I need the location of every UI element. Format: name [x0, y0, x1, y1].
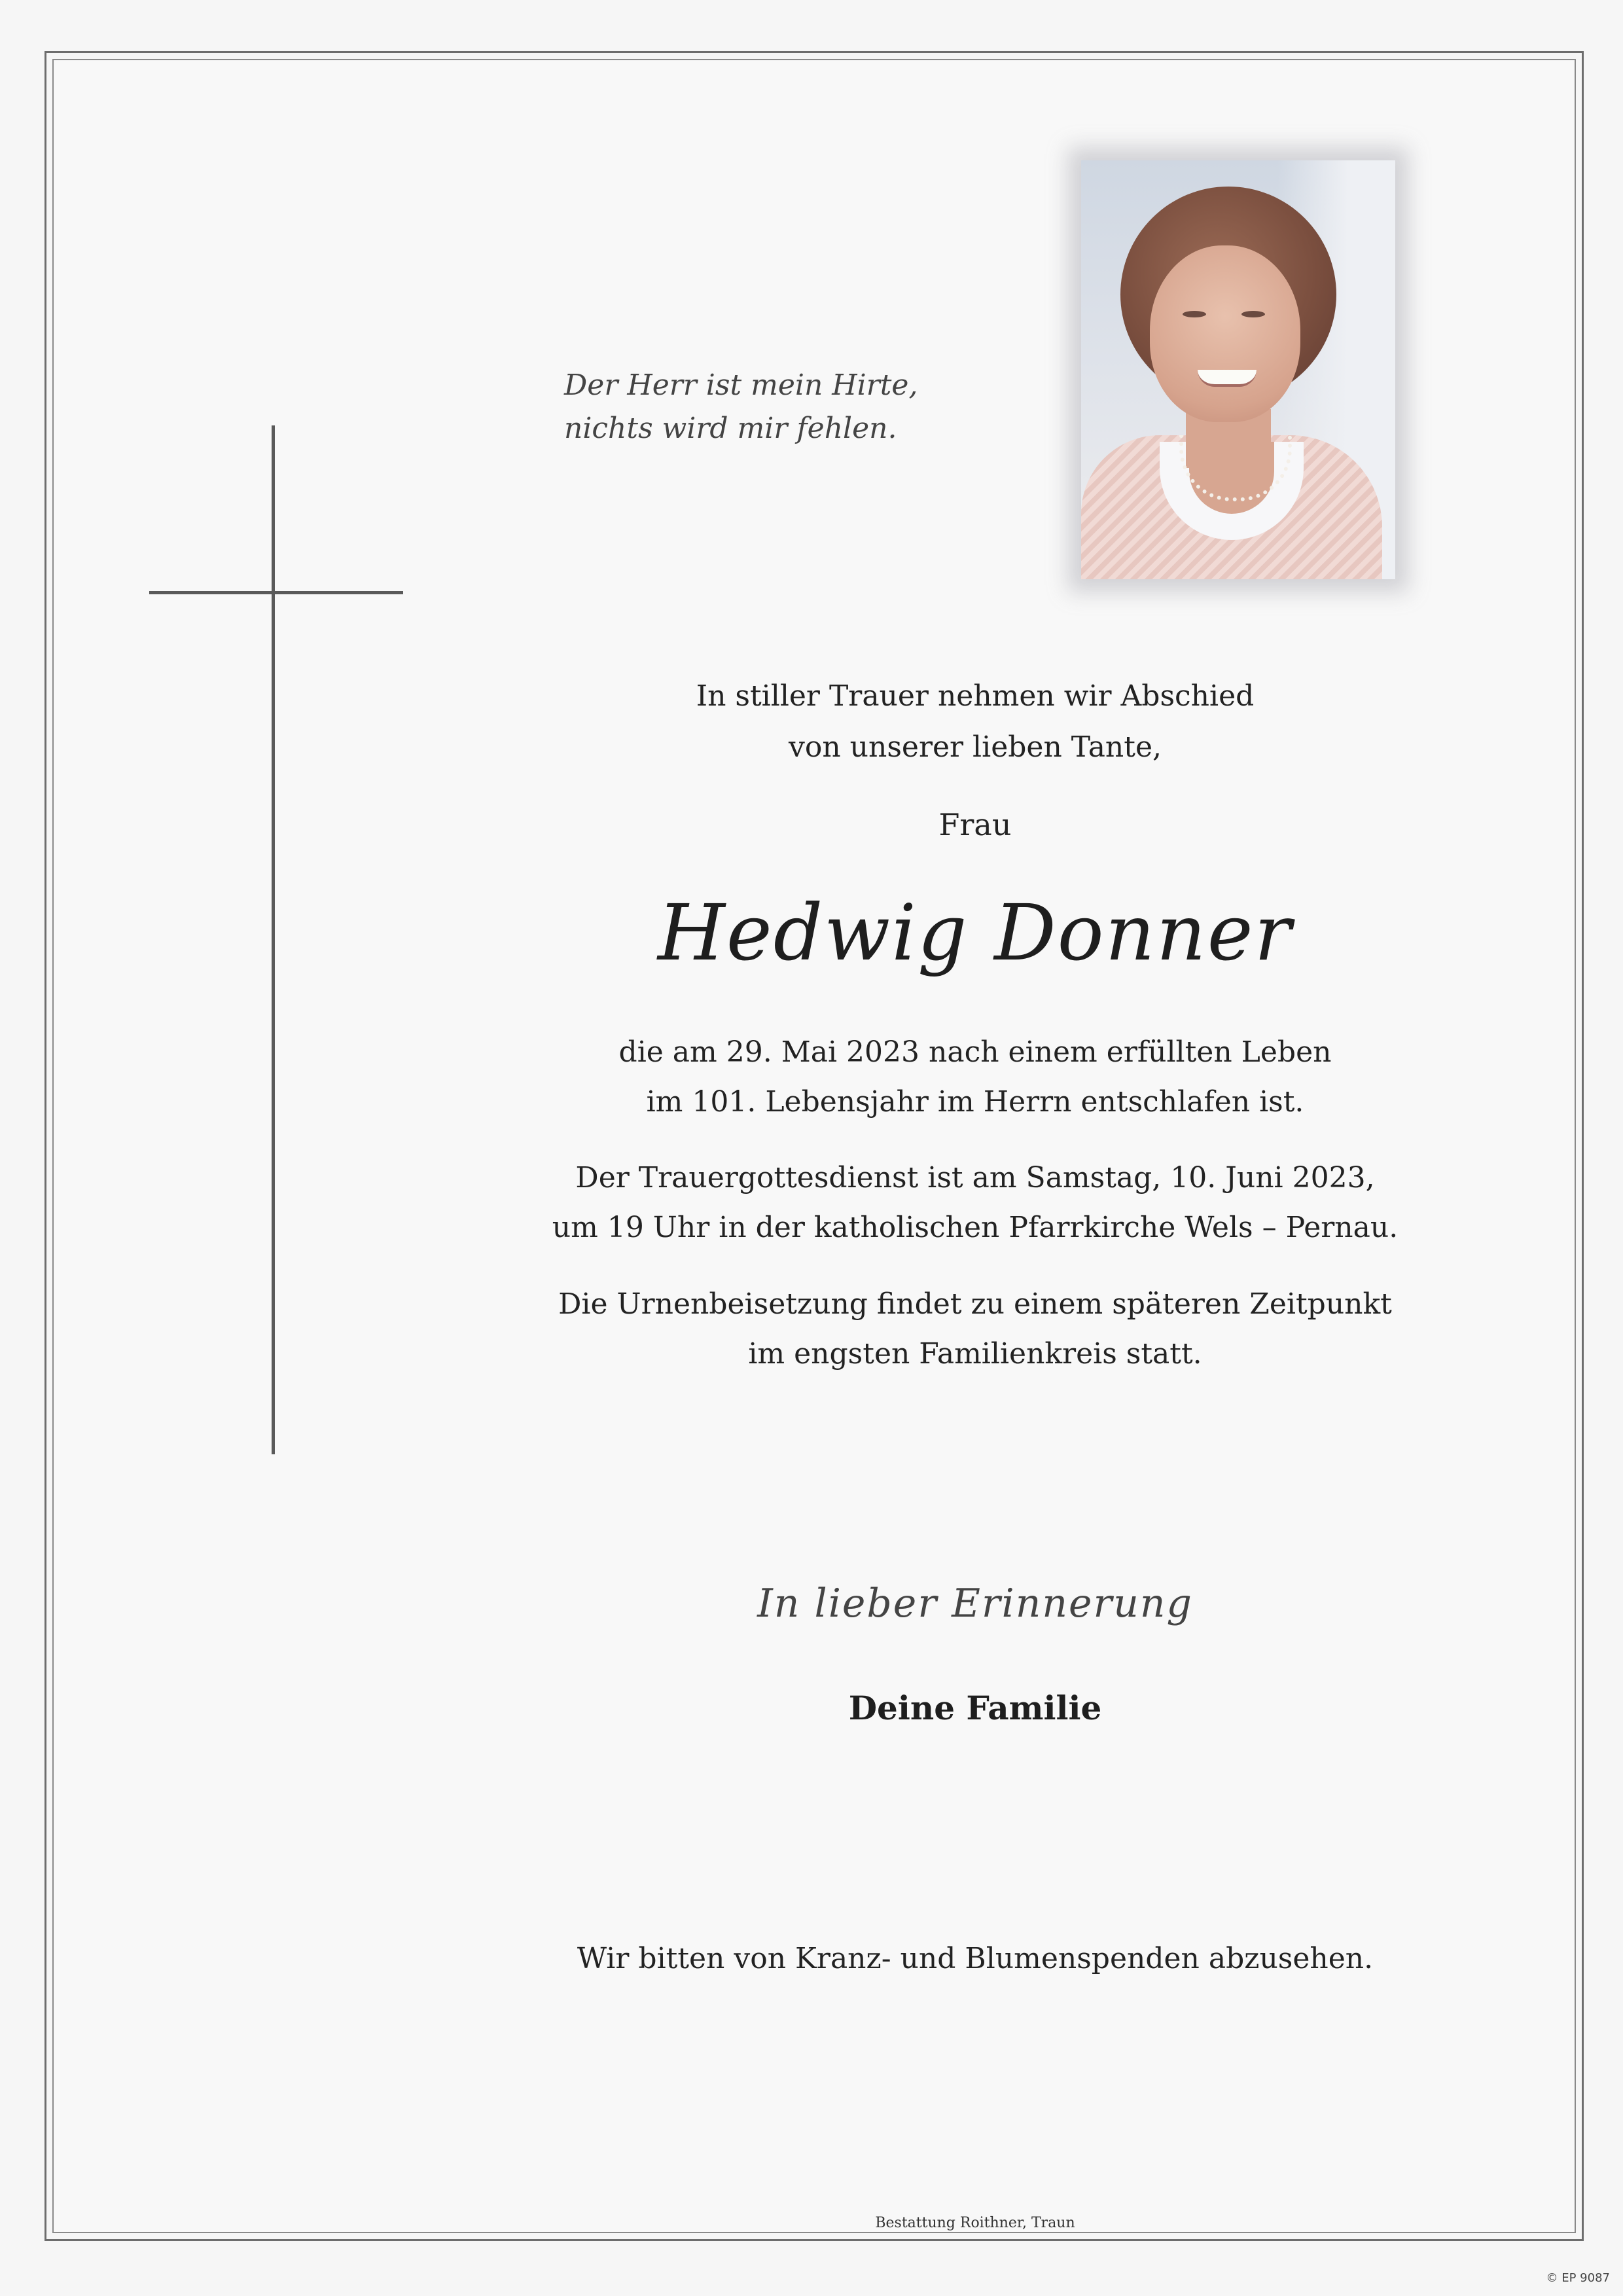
cross-icon-vertical: [272, 425, 275, 1454]
death-notice: [484, 1028, 1466, 1127]
burial-notice: [484, 1280, 1466, 1379]
service-line-2: um 19 Uhr in der katholischen Pfarrkirche Wels – Pernau.: [552, 1211, 1399, 1244]
signature: Deine Familie: [848, 1689, 1102, 1727]
intro-text: [484, 671, 1466, 773]
burial-line-1: Die Urnenbeisetzung findet zu einem späteren Zeitpunkt: [558, 1287, 1392, 1321]
burial-line-2: im engsten Familienkreis statt.: [748, 1337, 1202, 1371]
service-line-1: Der Trauergottesdienst ist am Samstag, 10. Juni 2023,: [575, 1161, 1375, 1194]
intro-line-1: In stiller Trauer nehmen wir Abschied: [696, 679, 1255, 713]
intro-line-2: von unserer lieben Tante,: [789, 730, 1162, 764]
psalm-line-2: nichts wird mir fehlen.: [564, 412, 897, 445]
service-notice: [484, 1153, 1466, 1253]
copyright-code: © EP 9087: [1546, 2271, 1610, 2285]
deceased-name: Hedwig Donner: [658, 888, 1293, 978]
psalm-quote: [564, 364, 1022, 450]
memory-phrase: In lieber Erinnerung: [757, 1581, 1193, 1626]
cross-icon-horizontal: [149, 591, 403, 594]
psalm-line-1: Der Herr ist mein Hirte,: [564, 368, 918, 402]
death-line-2: im 101. Lebensjahr im Herrn entschlafen ist.: [646, 1085, 1304, 1119]
portrait-photo: [1081, 160, 1395, 579]
death-line-1: die am 29. Mai 2023 nach einem erfüllten Leben: [618, 1035, 1332, 1069]
funeral-home-credit: Bestattung Roithner, Traun: [875, 2215, 1075, 2231]
flower-request: Wir bitten von Kranz- und Blumenspenden abzusehen.: [577, 1942, 1374, 1975]
salutation: Frau: [938, 807, 1012, 842]
